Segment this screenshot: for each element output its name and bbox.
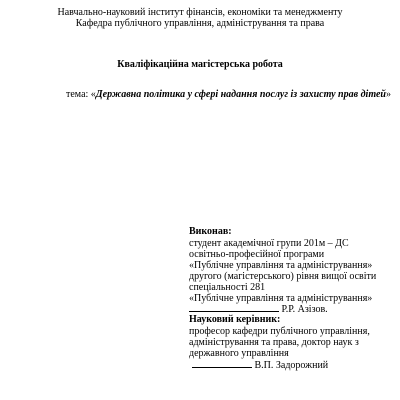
- executor-line-5: спеціальності 281: [189, 282, 266, 293]
- supervisor-line-3: державного управління: [189, 348, 289, 359]
- executor-line-1: студент академічної групи 201м – ДС: [189, 238, 349, 249]
- topic-line: [66, 89, 391, 100]
- executor-line-4: другого (магістерського) рівня вищої освіти: [189, 271, 377, 282]
- topic-suffix: »: [385, 89, 391, 100]
- supervisor-label: Науковий керівник:: [189, 314, 281, 325]
- executor-line-3: «Публічне управління та адміністрування»: [189, 260, 373, 271]
- supervisor-line-1: професор кафедри публічного управління,: [189, 326, 370, 337]
- supervisor-line-2: адміністрування та права, доктор наук з: [189, 337, 359, 348]
- executor-line-2: освітньо-професійної програми: [189, 249, 325, 260]
- executor-line-6: «Публічне управління та адміністрування»: [189, 293, 373, 304]
- institute-name: Навчально-науковий інститут фінансів, економіки та менеджменту: [57, 7, 343, 18]
- executor-label: Виконав:: [189, 226, 232, 237]
- work-title: Кваліфікаційна магістерська робота: [117, 59, 283, 70]
- executor-signature-name: Р.Р. Азізов.: [281, 304, 328, 315]
- supervisor-signature: [192, 359, 328, 371]
- topic-text: Державна політика у сфері надання послуг із захисту прав дітей: [95, 89, 386, 100]
- department-name: Кафедра публічного управління, адміністрування та права: [75, 18, 325, 29]
- supervisor-signature-name: В.П. Задорожний: [254, 360, 329, 371]
- topic-prefix: тема: «: [66, 89, 96, 100]
- signature-line: [192, 359, 252, 368]
- signature-line: [189, 303, 279, 312]
